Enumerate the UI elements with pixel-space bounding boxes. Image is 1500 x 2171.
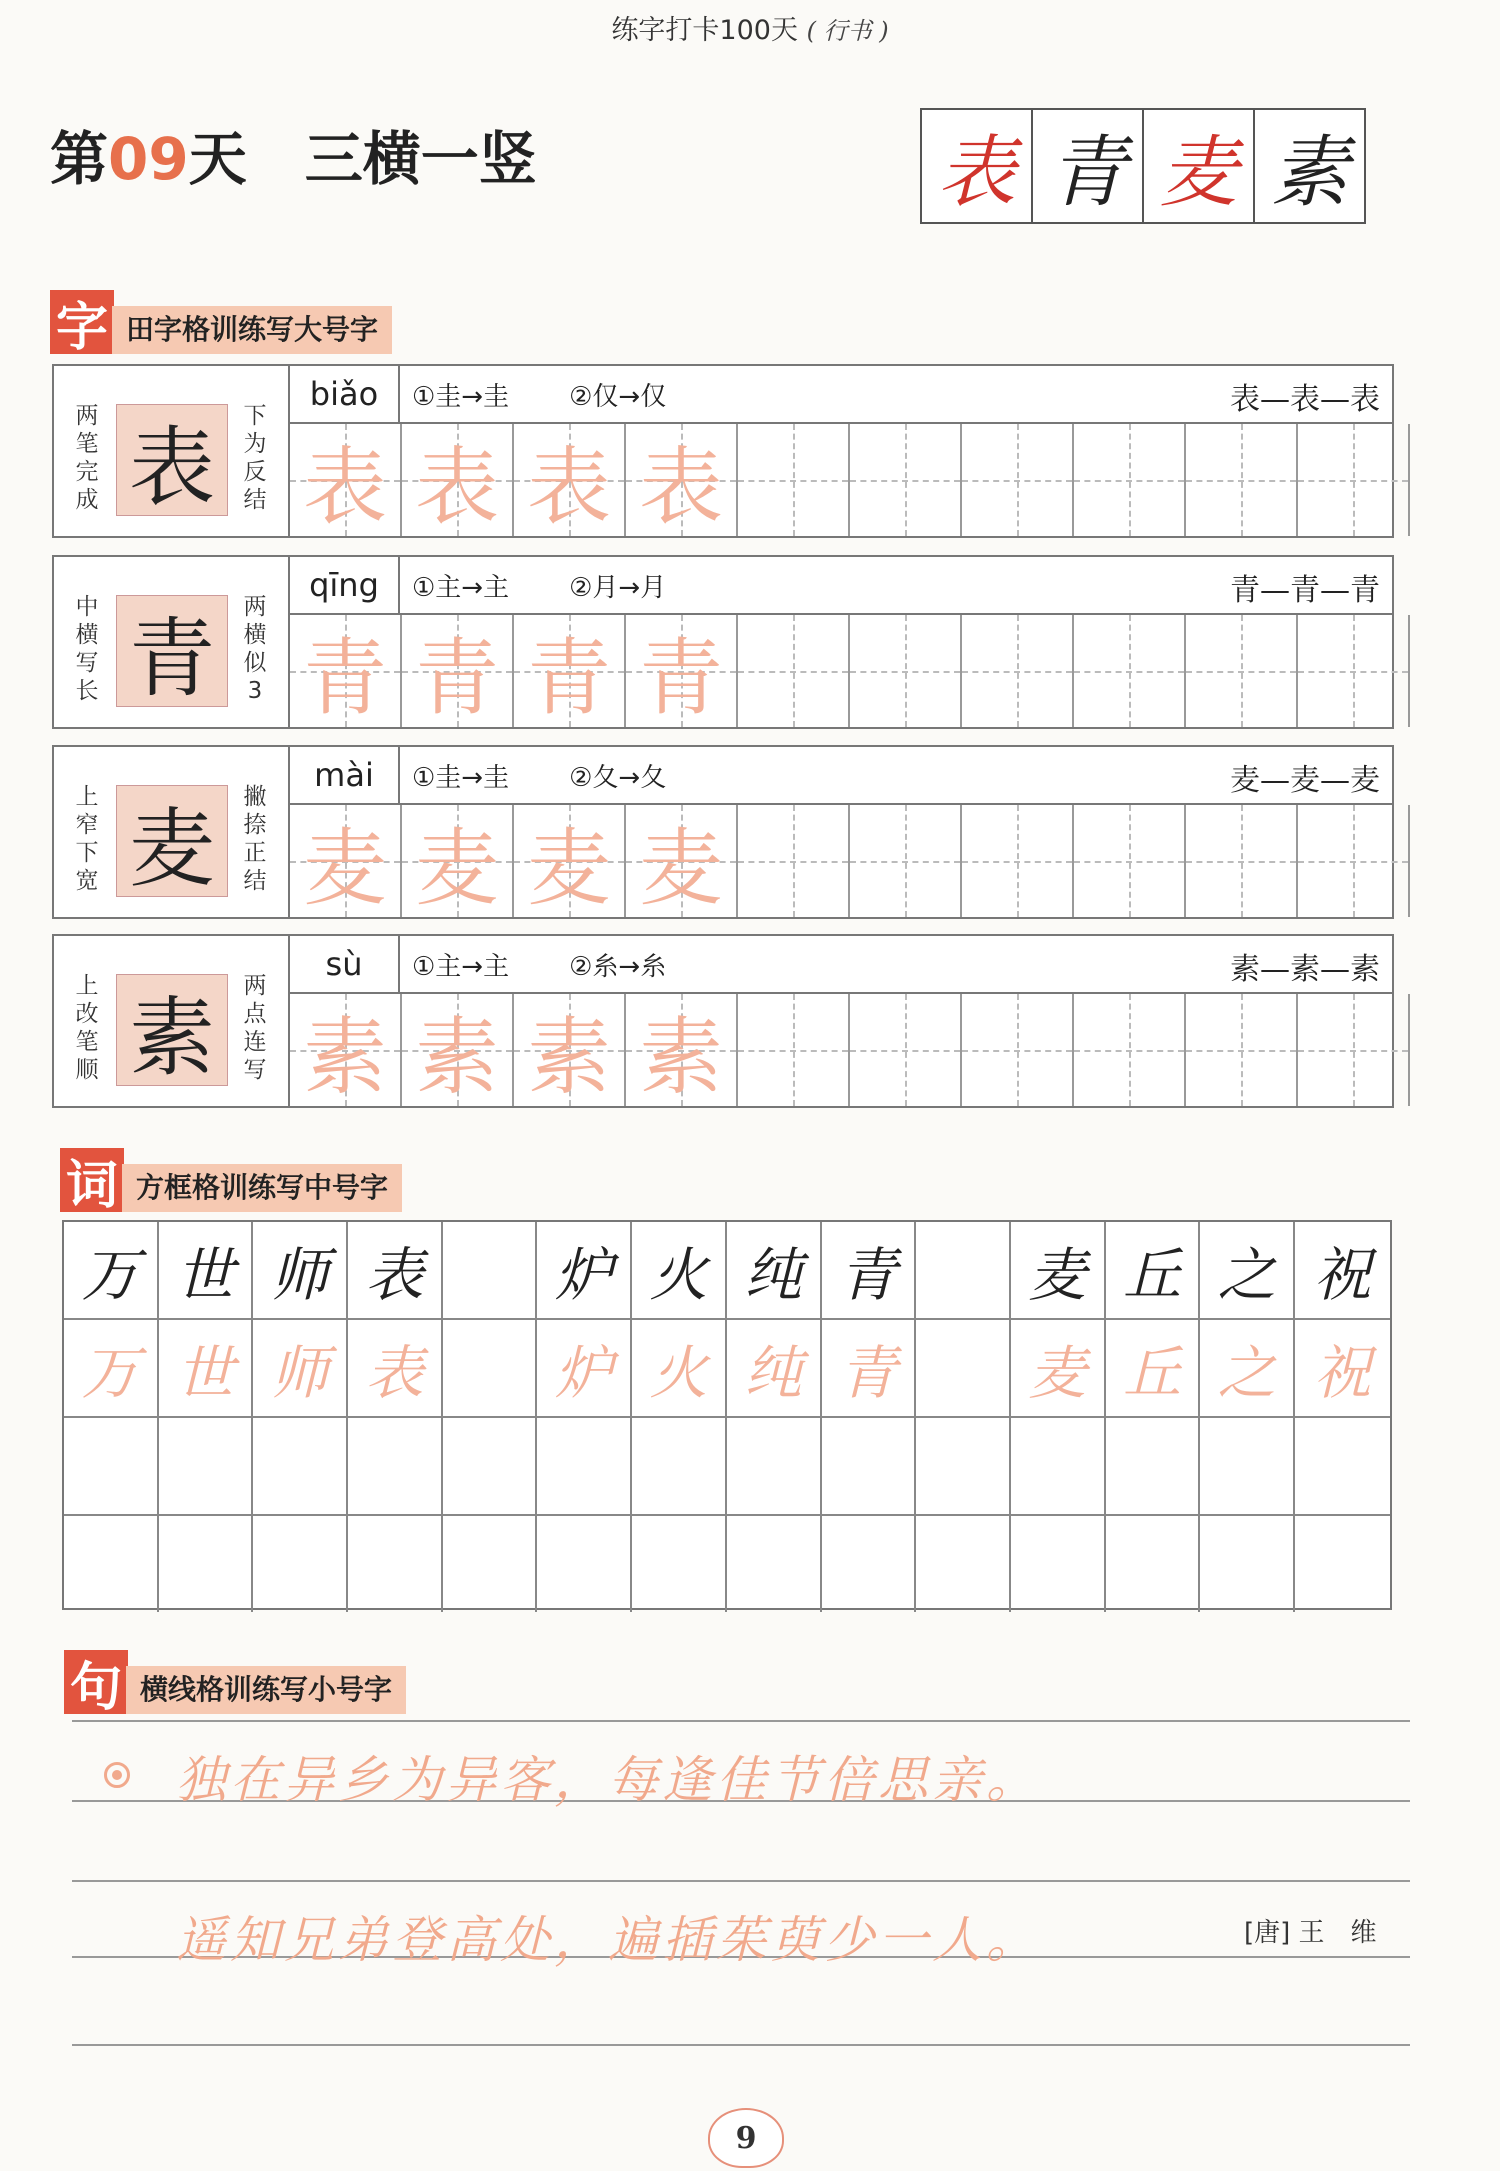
word-cell[interactable]	[1200, 1418, 1295, 1514]
note-right: 下 为 反 结	[243, 403, 267, 513]
practice-grid	[290, 424, 1392, 536]
section-badge: 词	[60, 1148, 124, 1212]
word-cell[interactable]	[1106, 1418, 1201, 1514]
practice-cell[interactable]	[514, 424, 626, 536]
pinyin: biǎo	[290, 366, 400, 422]
word-cell[interactable]	[727, 1516, 822, 1612]
word-cell[interactable]	[1200, 1516, 1295, 1612]
trace-char: 青	[638, 628, 723, 727]
word-cell[interactable]: 之	[1200, 1320, 1295, 1416]
practice-cell[interactable]	[1298, 805, 1410, 917]
trace-char: 表	[302, 437, 387, 536]
practice-cell[interactable]	[290, 424, 402, 536]
practice-cell[interactable]	[290, 805, 402, 917]
word-cell[interactable]	[727, 1418, 822, 1514]
practice-cell[interactable]	[850, 424, 962, 536]
day-number: 09	[108, 125, 189, 193]
word-cell[interactable]	[159, 1516, 254, 1612]
trace-char: 麦	[526, 818, 611, 917]
model-grid	[116, 974, 228, 1086]
practice-cell[interactable]	[738, 805, 850, 917]
practice-grid	[290, 615, 1392, 727]
practice-cell[interactable]	[1074, 994, 1186, 1106]
word-cell[interactable]	[348, 1418, 443, 1514]
char-evolution: 表—表—表	[1230, 382, 1380, 417]
model-grid	[116, 785, 228, 897]
word-cell[interactable]: 炉	[537, 1222, 632, 1318]
practice-grid	[290, 994, 1392, 1106]
practice-grid	[290, 805, 1392, 917]
practice-cell[interactable]	[738, 994, 850, 1106]
word-cell[interactable]	[822, 1418, 917, 1514]
section-header-words	[60, 1148, 402, 1216]
model-grid	[116, 595, 228, 707]
word-cell[interactable]: 表	[348, 1222, 443, 1318]
note-left: 上 改 笔 顺	[75, 973, 99, 1083]
word-cell[interactable]	[443, 1222, 538, 1318]
word-cell[interactable]	[253, 1516, 348, 1612]
writing-line	[72, 1880, 1410, 1882]
book-subtitle: ( 行书 )	[806, 17, 889, 45]
practice-cell[interactable]	[514, 615, 626, 727]
word-cell[interactable]	[537, 1516, 632, 1612]
model-grid	[116, 404, 228, 516]
trace-char: 素	[638, 1007, 723, 1106]
word-cell[interactable]	[1011, 1516, 1106, 1612]
practice-cell[interactable]	[626, 615, 738, 727]
word-cell[interactable]: 祝	[1313, 1339, 1372, 1407]
note-right: 两 点 连 写	[243, 973, 267, 1083]
trace-char: 麦	[638, 818, 723, 917]
word-cell[interactable]	[1011, 1418, 1106, 1514]
section-header-chars	[50, 290, 392, 358]
word-cell[interactable]: 麦	[1011, 1320, 1106, 1416]
section-label: 田字格训练写大号字	[112, 306, 392, 354]
preview-char: 表	[922, 110, 1033, 222]
word-cell[interactable]	[443, 1516, 538, 1612]
trace-char: 青	[526, 628, 611, 727]
step-1: ①圭→圭	[412, 382, 510, 412]
char-evolution: 麦—麦—麦	[1230, 763, 1380, 798]
trace-char: 表	[526, 437, 611, 536]
practice-cell[interactable]	[402, 805, 514, 917]
word-cell[interactable]: 世	[159, 1222, 254, 1318]
step-1: ①主→主	[412, 573, 510, 603]
page-title	[50, 112, 537, 196]
practice-cell[interactable]	[626, 424, 738, 536]
day-prefix: 第	[50, 125, 109, 193]
note-right: 撇 捺 正 结	[243, 784, 267, 894]
word-cell[interactable]	[916, 1516, 1011, 1612]
char-practice	[290, 747, 1392, 917]
practice-cell[interactable]	[962, 424, 1074, 536]
writing-line	[72, 2044, 1410, 2046]
poem-author: [唐] 王 维	[1244, 1918, 1377, 1948]
practice-cell[interactable]	[850, 615, 962, 727]
practice-cell[interactable]	[1074, 615, 1186, 727]
char-practice-row	[52, 364, 1394, 538]
preview-chars	[920, 108, 1366, 224]
practice-cell[interactable]	[514, 994, 626, 1106]
word-cell[interactable]	[443, 1418, 538, 1514]
word-cell[interactable]	[632, 1418, 727, 1514]
stroke-info	[290, 366, 1392, 424]
practice-cell[interactable]	[1186, 424, 1298, 536]
note-left: 两 笔 完 成	[75, 403, 99, 513]
practice-cell[interactable]	[514, 805, 626, 917]
word-cell[interactable]	[916, 1320, 1011, 1416]
practice-cell[interactable]	[738, 615, 850, 727]
preview-char: 麦	[1144, 110, 1255, 222]
practice-cell[interactable]	[1298, 994, 1410, 1106]
practice-cell[interactable]	[402, 615, 514, 727]
char-practice	[290, 366, 1392, 536]
step-2: ②夂→夂	[569, 763, 667, 793]
char-evolution: 青—青—青	[1230, 573, 1380, 608]
practice-cell[interactable]	[850, 805, 962, 917]
word-cell[interactable]	[916, 1222, 1011, 1318]
day-suffix: 天	[188, 125, 247, 193]
bullet-icon	[104, 1762, 130, 1788]
step-2: ②月→月	[569, 573, 667, 603]
stroke-steps	[412, 946, 726, 983]
step-2: ②糸→糸	[569, 952, 667, 982]
practice-cell[interactable]	[1298, 424, 1410, 536]
word-cell[interactable]	[348, 1516, 443, 1612]
pinyin: mài	[290, 747, 400, 803]
word-cell[interactable]	[1106, 1516, 1201, 1612]
practice-cell[interactable]	[290, 994, 402, 1106]
word-cell[interactable]	[822, 1516, 917, 1612]
word-cell[interactable]	[64, 1516, 159, 1612]
practice-cell[interactable]	[626, 805, 738, 917]
word-cell[interactable]: 麦	[1011, 1222, 1106, 1318]
practice-cell[interactable]	[290, 615, 402, 727]
trace-char: 麦	[302, 818, 387, 917]
word-cell[interactable]	[253, 1418, 348, 1514]
model-char: 青	[129, 609, 215, 709]
practice-cell[interactable]	[1298, 615, 1410, 727]
stroke-steps	[412, 376, 726, 413]
book-title: 练字打卡100天	[611, 15, 798, 46]
word-cell[interactable]	[632, 1516, 727, 1612]
word-grid	[62, 1220, 1392, 1610]
poem-line-1: 独在异乡为异客，每逢佳节倍思亲。	[176, 1751, 1040, 1809]
preview-char: 素	[1270, 128, 1349, 218]
trace-char: 素	[526, 1007, 611, 1106]
section-label: 横线格训练写小号字	[126, 1666, 406, 1714]
trace-char: 麦	[414, 818, 499, 917]
word-cell[interactable]	[537, 1418, 632, 1514]
char-evolution: 素—素—素	[1230, 952, 1380, 987]
practice-cell[interactable]	[1074, 805, 1186, 917]
word-cell[interactable]	[1295, 1516, 1390, 1612]
stroke-info	[290, 747, 1392, 805]
char-practice-row	[52, 555, 1394, 729]
word-cell[interactable]: 师	[253, 1222, 348, 1318]
word-cell[interactable]: 青	[822, 1222, 917, 1318]
char-practice	[290, 557, 1392, 727]
page-number: 9	[708, 2108, 784, 2168]
word-cell[interactable]: 火	[632, 1222, 727, 1318]
practice-cell[interactable]	[850, 994, 962, 1106]
trace-char: 表	[414, 437, 499, 536]
char-model	[54, 557, 290, 727]
step-2: ②仅→仅	[569, 382, 667, 412]
practice-cell[interactable]	[962, 805, 1074, 917]
note-right: 两 横 似 3	[243, 594, 267, 704]
section-badge: 句	[64, 1650, 128, 1714]
word-cell[interactable]	[1295, 1418, 1390, 1514]
char-practice-row	[52, 934, 1394, 1108]
word-cell[interactable]: 世	[159, 1320, 254, 1416]
word-cell[interactable]	[159, 1418, 254, 1514]
word-cell[interactable]: 万	[64, 1320, 159, 1416]
word-cell[interactable]	[443, 1320, 538, 1416]
char-model	[54, 366, 290, 536]
practice-cell[interactable]	[1186, 994, 1298, 1106]
stroke-steps	[412, 567, 726, 604]
section-header-sentence	[64, 1650, 406, 1718]
trace-char: 素	[414, 1007, 499, 1106]
word-cell[interactable]: 师	[253, 1320, 348, 1416]
stroke-info	[290, 557, 1392, 615]
practice-cell[interactable]	[962, 994, 1074, 1106]
practice-cell[interactable]	[402, 424, 514, 536]
practice-cell[interactable]	[738, 424, 850, 536]
note-left: 上 窄 下 宽	[75, 784, 99, 894]
model-char: 素	[129, 988, 215, 1088]
note-left: 中 横 写 长	[75, 594, 99, 704]
practice-cell[interactable]	[402, 994, 514, 1106]
step-1: ①主→主	[412, 952, 510, 982]
model-char: 麦	[129, 799, 215, 899]
word-cell[interactable]	[64, 1418, 159, 1514]
poem-line-2: 遥知兄弟登高处，遍插茱萸少一人。	[176, 1911, 1040, 1969]
trace-char: 表	[638, 437, 723, 536]
preview-char: 青	[1033, 110, 1144, 222]
model-char: 表	[129, 418, 215, 518]
word-cell[interactable]: 青	[822, 1320, 917, 1416]
word-cell[interactable]	[916, 1418, 1011, 1514]
trace-char: 青	[414, 628, 499, 727]
running-header	[0, 8, 1500, 47]
trace-char: 青	[302, 628, 387, 727]
word-cell[interactable]: 祝	[1313, 1241, 1372, 1309]
char-practice-row	[52, 745, 1394, 919]
word-cell[interactable]: 炉	[537, 1320, 632, 1416]
char-model	[54, 747, 290, 917]
practice-cell[interactable]	[1074, 424, 1186, 536]
step-1: ①圭→圭	[412, 763, 510, 793]
lesson-title: 三横一竖	[304, 125, 537, 193]
practice-cell[interactable]	[1186, 615, 1298, 727]
word-cell[interactable]: 万	[64, 1222, 159, 1318]
section-label: 方框格训练写中号字	[122, 1164, 402, 1212]
word-cell[interactable]: 纯	[727, 1222, 822, 1318]
stroke-info	[290, 936, 1392, 994]
pinyin: sù	[290, 936, 400, 992]
pinyin: qīng	[290, 557, 400, 613]
char-model	[54, 936, 290, 1106]
practice-cell[interactable]	[962, 615, 1074, 727]
practice-cell[interactable]	[1186, 805, 1298, 917]
word-cell[interactable]: 纯	[727, 1320, 822, 1416]
trace-char: 素	[302, 1007, 387, 1106]
char-practice	[290, 936, 1392, 1106]
word-cell[interactable]: 火	[632, 1320, 727, 1416]
word-cell[interactable]: 之	[1200, 1222, 1295, 1318]
word-cell[interactable]: 丘	[1106, 1222, 1201, 1318]
practice-cell[interactable]	[626, 994, 738, 1106]
word-cell[interactable]: 表	[348, 1320, 443, 1416]
stroke-steps	[412, 757, 726, 794]
writing-line	[72, 1720, 1410, 1722]
section-badge: 字	[50, 290, 114, 354]
word-cell[interactable]: 丘	[1106, 1320, 1201, 1416]
